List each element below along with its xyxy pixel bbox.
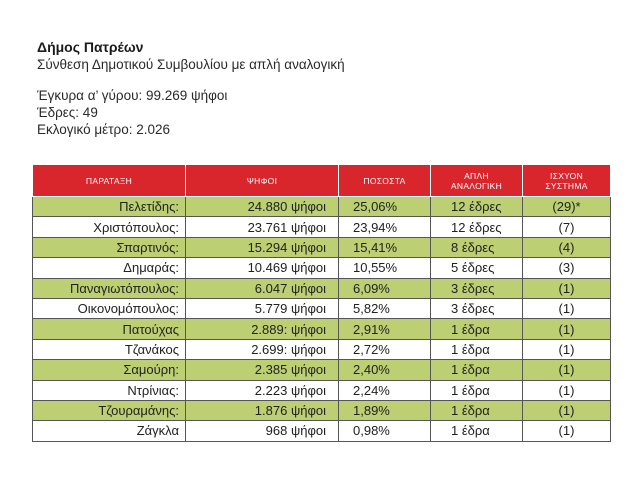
seats-line: Έδρες: 49 (37, 105, 98, 120)
percent-cell: 2,91% (339, 319, 431, 339)
electoral-quota-line: Εκλογικό μέτρο: 2.026 (37, 122, 171, 137)
party-cell: Πελετίδης: (33, 197, 186, 217)
table-row (33, 400, 611, 420)
party-cell: Ζάγκλα (33, 421, 186, 441)
percent-cell: 23,94% (339, 217, 431, 237)
table-row (33, 421, 611, 441)
valid-votes-line: Έγκυρα α’ γύρου: 99.269 ψήφοι (37, 88, 228, 103)
table-row (33, 319, 611, 339)
simple-proportional-seats-cell: 1 έδρα (431, 400, 523, 420)
party-cell: Παναγιωτόπουλος: (33, 278, 186, 298)
simple-proportional-seats-cell: 1 έδρα (431, 380, 523, 400)
current-system-seats-cell: (1) (523, 278, 611, 298)
simple-proportional-seats-cell: 3 έδρες (431, 298, 523, 318)
table-row (33, 197, 611, 217)
simple-proportional-seats-cell: 3 έδρες (431, 278, 523, 298)
column-header-simple-proportional (431, 165, 523, 197)
percent-cell: 2,24% (339, 380, 431, 400)
column-header-votes: ΨΗΦΟΙ (186, 165, 339, 197)
votes-cell: 968 ψήφοι (186, 421, 339, 441)
current-system-seats-cell: (4) (523, 237, 611, 257)
table-row (33, 360, 611, 380)
simple-proportional-seats-cell: 1 έδρα (431, 421, 523, 441)
votes-cell: 5.779 ψήφοι (186, 298, 339, 318)
column-header-percent: ΠΟΣΟΣΤΑ (339, 165, 431, 197)
simple-proportional-seats-cell: 1 έδρα (431, 360, 523, 380)
party-cell: Σαμούρη: (33, 360, 186, 380)
votes-cell: 6.047 ψήφοι (186, 278, 339, 298)
simple-proportional-seats-cell: 5 έδρες (431, 258, 523, 278)
simple-proportional-seats-cell: 12 έδρες (431, 197, 523, 217)
current-system-seats-cell: (7) (523, 217, 611, 237)
percent-cell: 0,98% (339, 421, 431, 441)
party-cell: Χριστόπουλος: (33, 217, 186, 237)
party-cell: Πατούχας (33, 319, 186, 339)
current-system-seats-cell: (1) (523, 421, 611, 441)
table-header-row (33, 165, 611, 197)
party-cell: Τζανάκος (33, 339, 186, 359)
votes-cell: 1.876 ψήφοι (186, 400, 339, 420)
column-header-party: ΠΑΡΑΤΑΞΗ (33, 165, 186, 197)
table-row (33, 380, 611, 400)
votes-cell: 24.880 ψήφοι (186, 197, 339, 217)
current-system-seats-cell: (1) (523, 380, 611, 400)
percent-cell: 2,72% (339, 339, 431, 359)
votes-cell: 2.223 ψήφοι (186, 380, 339, 400)
party-cell: Ντρίνιας: (33, 380, 186, 400)
percent-cell: 10,55% (339, 258, 431, 278)
votes-cell: 2.699: ψήφοι (186, 339, 339, 359)
table-row (33, 298, 611, 318)
votes-cell: 2.889: ψήφοι (186, 319, 339, 339)
current-system-seats-cell: (29)* (523, 197, 611, 217)
current-system-seats-cell: (1) (523, 360, 611, 380)
current-system-seats-cell: (3) (523, 258, 611, 278)
document-header (37, 38, 597, 138)
simple-proportional-seats-cell: 1 έδρα (431, 339, 523, 359)
votes-cell: 23.761 ψήφοι (186, 217, 339, 237)
simple-proportional-seats-cell: 1 έδρα (431, 319, 523, 339)
column-header-simple-proportional-label: ΑΠΛΗ ΑΝΑΛΟΓΙΚΗ (450, 170, 503, 191)
column-header-current-system (523, 165, 611, 197)
current-system-seats-cell: (1) (523, 339, 611, 359)
current-system-seats-cell: (1) (523, 319, 611, 339)
results-table-body (33, 197, 611, 442)
results-table (32, 164, 611, 442)
percent-cell: 15,41% (339, 237, 431, 257)
party-cell: Σπαρτινός: (33, 237, 186, 257)
table-row (33, 237, 611, 257)
current-system-seats-cell: (1) (523, 298, 611, 318)
simple-proportional-seats-cell: 8 έδρες (431, 237, 523, 257)
votes-cell: 10.469 ψήφοι (186, 258, 339, 278)
document-title: Δήμος Πατρέων (37, 39, 144, 55)
table-row (33, 217, 611, 237)
percent-cell: 1,89% (339, 400, 431, 420)
current-system-seats-cell: (1) (523, 400, 611, 420)
party-cell: Τζουραμάνης: (33, 400, 186, 420)
percent-cell: 2,40% (339, 360, 431, 380)
column-header-current-system-label: ΙΣΧΥΟΝ ΣΥΣΤΗΜΑ (545, 170, 588, 191)
votes-cell: 2.385 ψήφοι (186, 360, 339, 380)
table-row (33, 258, 611, 278)
votes-cell: 15.294 ψήφοι (186, 237, 339, 257)
table-row (33, 339, 611, 359)
percent-cell: 6,09% (339, 278, 431, 298)
document-subtitle: Σύνθεση Δημοτικού Συμβουλίου με απλή αναλογική (37, 57, 345, 72)
party-cell: Δημαράς: (33, 258, 186, 278)
percent-cell: 25,06% (339, 197, 431, 217)
percent-cell: 5,82% (339, 298, 431, 318)
table-row (33, 278, 611, 298)
header-spacer (37, 73, 597, 87)
simple-proportional-seats-cell: 12 έδρες (431, 217, 523, 237)
party-cell: Οικονομόπουλος: (33, 298, 186, 318)
